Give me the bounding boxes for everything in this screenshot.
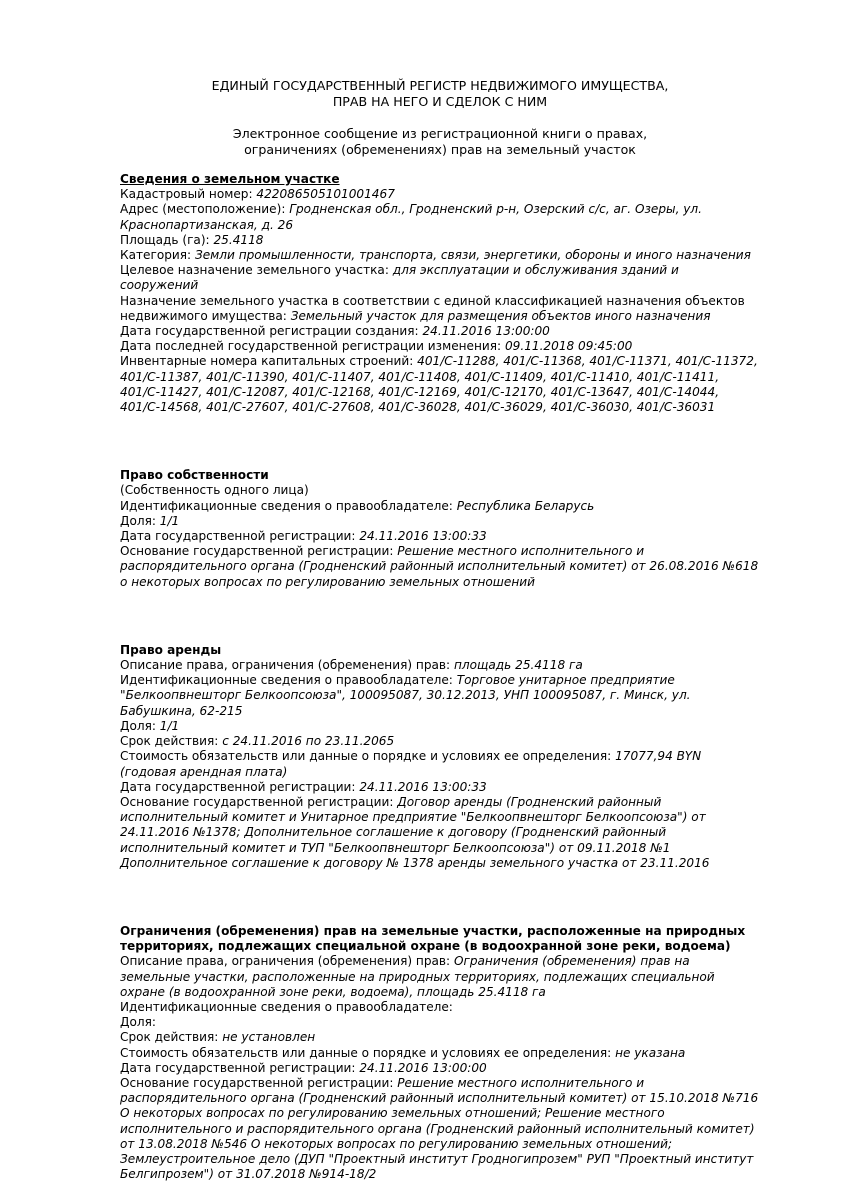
description-label: Описание права, ограничения (обременения) прав:: [120, 658, 454, 673]
category-row: [120, 248, 760, 263]
cadastral-number-value: 422086505101001467: [256, 187, 395, 202]
changed-date-row: [120, 339, 760, 354]
lease-term-row: [120, 734, 760, 749]
ownership-basis-row: [120, 544, 760, 590]
classifier-label: Назначение земельного участка в соответствии с единой классификацией назначения объектов недвижимого имущества:: [120, 293, 745, 323]
classifier-value: Земельный участок для размещения объектов иного назначения: [290, 308, 711, 323]
inventory-numbers-label: Инвентарные номера капитальных строений:: [120, 354, 418, 369]
purpose-value: для эксплуатации и обслуживания зданий и сооружений: [120, 263, 679, 293]
holder-value: Республика Беларусь: [456, 498, 595, 513]
lease-reg-date-row: [120, 780, 760, 795]
category-value: Земли промышленности, транспорта, связи, энергетики, обороны и иного назначения: [194, 248, 751, 263]
area-row: [120, 233, 760, 248]
basis-value: Решение местного исполнительного и распорядительного органа (Гродненский районный исполнительный комитет) от 15.10.2018 №716 О некоторых вопросах по регулированию земельных отношений; Решение местного исполнительного и распорядительного органа (Гродненский районный исполнительный комитет) от 13.08.2018 №546 О некоторых вопросах по регулированию земельных отношений; Землеустроительное дело (ДУП "Проектный институт Гродногипрозем" РУП "Проектный институт Белгипрозем") от 31.07.2018 №914-18/2: [120, 1075, 759, 1182]
restriction-title: Ограничения (обременения) прав на земельные участки, расположенные на природных территориях, подлежащих специальной охране (в водоохранной зоне реки, водоема): [120, 923, 746, 954]
cost-label: Стоимость обязательств или данные о порядке и условиях ее определения:: [120, 749, 616, 764]
lease-share-row: [120, 719, 760, 734]
restriction-term-row: [120, 1030, 760, 1045]
created-date-value: 24.11.2016 13:00:00: [422, 324, 550, 339]
registry-title-line-1: ЕДИНЫЙ ГОСУДАРСТВЕННЫЙ РЕГИСТР НЕДВИЖИМОГО ИМУЩЕСТВА,: [211, 78, 669, 93]
term-value: с 24.11.2016 по 23.11.2065: [222, 734, 395, 749]
holder-value: Торговое унитарное предприятие "Белкоопвнешторг Белкоопсоюза", 100095087, 30.12.2013, УНП 100095087, г. Минск, ул. Бабушкина, 62-215: [120, 673, 691, 718]
lease-section: [120, 643, 760, 871]
lease-title: Право аренды: [120, 642, 222, 657]
category-label: Категория:: [120, 248, 195, 263]
basis-label: Основание государственной регистрации:: [120, 544, 398, 559]
purpose-label: Целевое назначение земельного участка:: [120, 263, 393, 278]
description-value: площадь 25.4118 га: [453, 658, 583, 673]
reg-date-value: 24.11.2016 13:00:00: [359, 1060, 487, 1075]
changed-date-label: Дата последней государственной регистрации изменения:: [120, 339, 505, 354]
message-subtitle-line-1: Электронное сообщение из регистрационной книги о правах,: [232, 126, 648, 141]
cost-value: не указана: [615, 1045, 686, 1060]
address-row: [120, 202, 760, 232]
registry-title: [120, 78, 760, 110]
share-label: Доля:: [120, 513, 160, 528]
reg-date-label: Дата государственной регистрации:: [120, 1060, 360, 1075]
cadastral-number-row: [120, 187, 760, 202]
document-page: [120, 78, 760, 1182]
holder-label: Идентификационные сведения о правообладателе:: [120, 673, 457, 688]
reg-date-value: 24.11.2016 13:00:33: [359, 779, 487, 794]
description-label: Описание права, ограничения (обременения) прав:: [120, 954, 454, 969]
inventory-numbers-row: [120, 354, 760, 415]
area-label: Площадь (га):: [120, 232, 214, 247]
share-label: Доля:: [120, 718, 160, 733]
ownership-subtitle: (Собственность одного лица): [120, 483, 309, 498]
document-header: [120, 78, 760, 158]
ownership-title: Право собственности: [120, 468, 269, 483]
description-value: Ограничения (обременения) прав на земельные участки, расположенные на природных территориях, подлежащих специальной охране (в водоохранной зоне реки, водоема), площадь 25.4118 га: [120, 954, 715, 999]
term-value: не установлен: [222, 1030, 316, 1045]
message-subtitle: [120, 126, 760, 158]
cost-label: Стоимость обязательств или данные о порядке и условиях ее определения:: [120, 1045, 616, 1060]
inventory-numbers-value: 401/C-11288, 401/C-11368, 401/C-11371, 401/C-11372, 401/C-11387, 401/C-11390, 401/C-11407, 401/C-11408, 401/C-11409, 401/C-11410, 401/C-11411, 401/C-11427, 401/C-12087, 401/C-12168, 401/C-12169, 401/C-12170, 401/C-13647, 401/C-14044, 401/C-14568, 401/C-27607, 401/C-27608, 401/C-36028, 401/C-36029, 401/C-36030, 401/C-36031: [120, 354, 758, 415]
share-value: 1/1: [159, 718, 180, 733]
term-label: Срок действия:: [120, 1030, 223, 1045]
created-date-label: Дата государственной регистрации создания:: [120, 324, 423, 339]
cadastral-number-label: Кадастровый номер:: [120, 187, 257, 202]
restriction-share-row: [120, 1015, 760, 1030]
holder-label: Идентификационные сведения о правообладателе:: [120, 999, 453, 1014]
ownership-reg-date-row: [120, 529, 760, 544]
reg-date-label: Дата государственной регистрации:: [120, 779, 360, 794]
ownership-section: [120, 468, 760, 590]
restriction-holder-row: [120, 1000, 760, 1015]
restriction-description-row: [120, 954, 760, 1000]
basis-label: Основание государственной регистрации:: [120, 1075, 398, 1090]
changed-date-value: 09.11.2018 09:45:00: [504, 339, 633, 354]
lease-cost-row: [120, 749, 760, 779]
ownership-share-row: [120, 514, 760, 529]
message-subtitle-line-2: ограничениях (обременениях) прав на земельный участок: [244, 142, 636, 157]
lease-description-row: [120, 658, 760, 673]
created-date-row: [120, 324, 760, 339]
address-label: Адрес (местоположение):: [120, 202, 290, 217]
purpose-row: [120, 263, 760, 293]
address-value: Гродненская обл., Гродненский р-н, Озерский с/с, аг. Озеры, ул. Краснопартизанская, д. 26: [120, 202, 703, 232]
reg-date-value: 24.11.2016 13:00:33: [359, 529, 487, 544]
area-value: 25.4118: [213, 232, 264, 247]
lease-holder-row: [120, 673, 760, 719]
share-label: Доля:: [120, 1015, 156, 1030]
restriction-cost-row: [120, 1046, 760, 1061]
cost-value: 17077,94 BYN (годовая арендная плата): [120, 749, 702, 779]
share-value: 1/1: [159, 513, 180, 528]
restriction-section: [120, 924, 760, 1182]
basis-label: Основание государственной регистрации:: [120, 794, 398, 809]
restriction-basis-row: [120, 1076, 760, 1182]
restriction-reg-date-row: [120, 1061, 760, 1076]
lease-basis-row: [120, 795, 760, 871]
holder-label: Идентификационные сведения о правообладателе:: [120, 498, 457, 513]
reg-date-label: Дата государственной регистрации:: [120, 529, 360, 544]
term-label: Срок действия:: [120, 734, 223, 749]
registry-title-line-2: ПРАВ НА НЕГО И СДЕЛОК С НИМ: [332, 94, 548, 109]
basis-value: Договор аренды (Гродненский районный исполнительный комитет и Унитарное предприятие "Белкоопвнешторг Белкоопсоюза") от 24.11.2016 №1378; Дополнительное соглашение к договору (Гродненский районный исполнительный комитет и ТУП "Белкоопвнешторг Белкоопсоюза") от 09.11.2018 №1 Дополнительное соглашение к договору № 1378 аренды земельного участка от 23.11.2016: [120, 794, 710, 870]
land-plot-title: Сведения о земельном участке: [120, 172, 340, 186]
ownership-holder-row: [120, 499, 760, 514]
land-plot-section: [120, 172, 760, 415]
basis-value: Решение местного исполнительного и распорядительного органа (Гродненский районный исполнительный комитет) от 26.08.2016 №618 о некоторых вопросах по регулированию земельных отношений: [120, 544, 759, 589]
classifier-row: [120, 294, 760, 324]
